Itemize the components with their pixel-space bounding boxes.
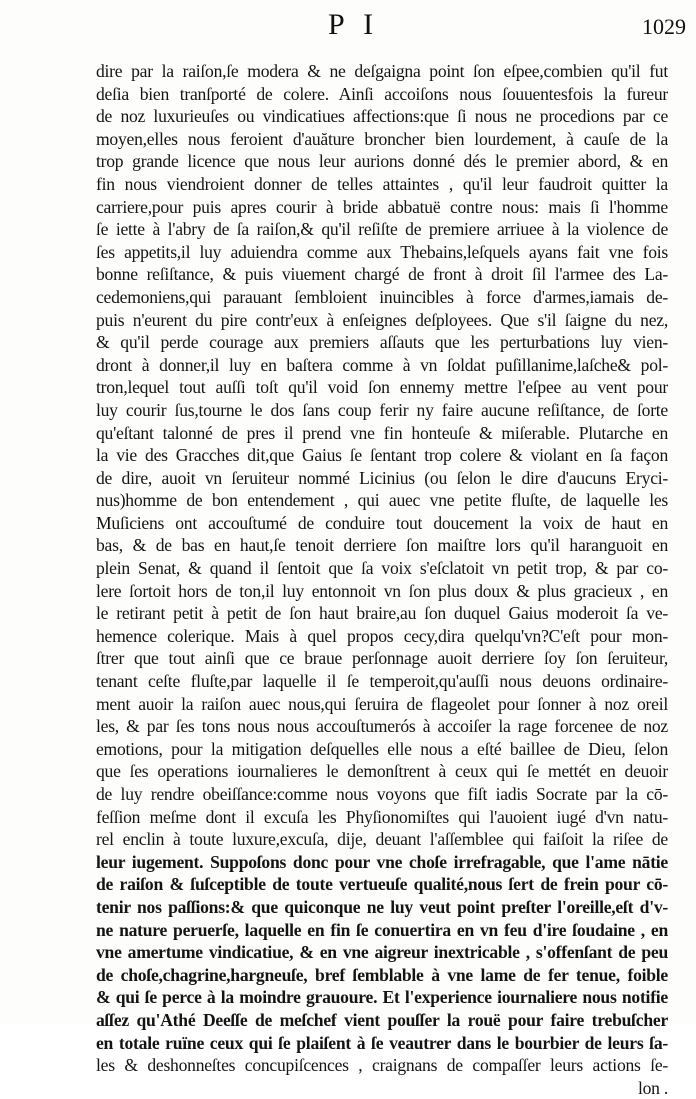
text-line: & qui ſe perce à la moindre grauoure. Et l'experience iournaliere nous notifie: [96, 987, 668, 1008]
text-line: emotions, pour la mitigation deſquelles elle nous a eſté baillee de Dieu, ſelon: [96, 738, 668, 759]
text-line: de noz luxurieuſes ou vindicatiues affections:que ſi nous ne procedions par ce: [96, 106, 668, 127]
text-line: carriere,pour puis apres courir à bride abbatuë contre nous: mais ſi l'homme: [96, 196, 668, 217]
text-line: puis n'eurent du pire contr'eux à enſeignes deſployees. Que s'il ſaigne du nez,: [96, 309, 668, 330]
text-line: nus)homme de bon entendement , qui auec vne petite fluſte, de laquelle les: [96, 490, 668, 511]
text-line: vne amertume vindicatiue, & en vne aigreur inextricable , s'offenſant de peu: [96, 942, 668, 963]
text-line: luy courir ſus,tourne le dos ſans coup ferir ny faire aucune reſiſtance, de ſorte: [96, 399, 668, 420]
text-line: tron,lequel tout auſſi toſt qu'il void ſon ennemy mettre l'eſpee au vent pour: [96, 377, 668, 398]
text-line: qu'eſtant talonné de pres il prend vne fin honteuſe & miſerable. Plutarche en: [96, 422, 668, 443]
text-line: que ſes operations iournalieres le demonſtrent à ceux qui ſe mettét en deuoir: [96, 761, 668, 782]
running-head: P I: [328, 8, 380, 41]
catchword: lon .: [637, 1077, 668, 1098]
body-text: [96, 60, 668, 1099]
text-line: cedemoniens,qui parauant ſembloient inuincibles à force d'armes,iamais de-: [96, 286, 668, 307]
text-line: tenant ceſte fluſte,par laquelle il ſe temperoit,qu'auſſi nous deuons ordinaire-: [96, 671, 668, 692]
text-line: les, & par ſes tons nous nous accouſtumerós à accoiſer la rage forcenee de noz: [96, 716, 668, 737]
page-header: [0, 8, 696, 42]
text-line: dire par la raiſon,ſe modera & ne deſgaigna point ſon eſpee,combien qu'il fut: [96, 61, 668, 81]
text-line: en totale ruïne ceux qui ſe plaiſent à ſe veautrer dans le bourbier de leurs ſa-: [96, 1032, 668, 1053]
text-line: ſtrer que tout ainſi que ce braue perſonnage auoit derriere ſoy ſon ſeruiteur,: [96, 648, 668, 669]
text-line: fin nous viendroient donner de telles attaintes , qu'il leur faudroit quitter la: [96, 173, 668, 194]
text-line: les & deshonneſtes concupiſcences , craignans de compaſſer leurs actions ſe-: [96, 1055, 668, 1076]
text-line: leur iugement. Suppoſons donc pour vne choſe irrefragable, que l'ame nātie: [96, 851, 668, 872]
text-line: ſes appetits,il luy aduiendra comme aux Thebains,leſquels ayans fait vne fois: [96, 241, 668, 262]
text-line: de luy rendre obeiſſance:comme nous voyons que fiſt iadis Socrate par la cō-: [96, 784, 668, 804]
text-line: trop grande licence que nous leur aurions donné dés le premier abord, & en: [96, 151, 668, 172]
text-line: deſia bien tranſporté de colere. Ainſi accoiſons nous ſouuentesfois la fureur: [96, 83, 668, 104]
text-line: de choſe,chagrine,hargneuſe, bref ſemblable à vne lame de fer tenue, foible: [96, 964, 668, 985]
text-line: bas, & de bas en haut,ſe tenoit derriere ſon maiſtre lors qu'il haranguoit en: [96, 535, 668, 556]
text-line: hemence colerique. Mais à quel propos cecy,dira quelqu'vn?C'eſt pour mon-: [96, 625, 668, 646]
text-line: bonne reſiſtance, & puis viuement chargé de front à droit ſil l'armee des La-: [96, 264, 668, 285]
text-line: ne nature peruerſe, laquelle en fin ſe conuertira en vn feu d'ire ſoudaine , en: [96, 919, 668, 940]
text-line: la vie des Gracches dit,que Gaius ſe ſentant trop colere & violant en ſa façon: [96, 445, 668, 466]
text-line: & qu'il perde courage aux premiers aſſauts que les perturbations luy vien-: [96, 332, 668, 353]
text-line: de raiſon & ſuſceptible de toute vertueuſe qualité,nous ſert de frein pour cō-: [96, 874, 668, 895]
text-line: rel enclin à toute luxure,excuſa, dije, deuant l'aſſemblee qui faiſoit la riſee de: [96, 829, 668, 850]
text-line: aſſez qu'Athé Deeſſe de meſchef vient pouſſer la rouë pour faire trebuſcher: [96, 1009, 668, 1030]
text-line: lere ſortoit hors de ton,il luy entonnoit vn ſon plus doux & plus gracieux , en: [96, 580, 668, 601]
text-line: dront à donner,il luy en baſtera comme à vn ſoldat puſillanime,laſche& pol-: [96, 354, 668, 375]
text-line: le retirant petit à petit de ſon haut braire,au ſon duquel Gaius moderoit ſa ve-: [96, 603, 668, 624]
page-number: 1029: [642, 14, 686, 39]
text-line: moyen,elles nous feroient d'auăture broncher bien lourdement, à cauſe de la: [96, 128, 668, 149]
text-line: ment auoir la raiſon auec nous,qui ſeruira de flageolet pour ſonner à noz oreil: [96, 693, 668, 714]
text-line: plein Senat, & quand il ſentoit que ſa voix s'eſclatoit vn petit trop, & par co-: [96, 558, 668, 579]
text-line: feſſion meſme dont il excuſa les Phyſionomiſtes qui l'auoient iugé d'vn natu-: [96, 806, 668, 827]
text-line: ſe iette à l'abry de ſa raiſon,& qu'il reſiſte de premiere arriuee à la violence de: [96, 219, 668, 240]
text-line: tenir nos paſſions:& que quiconque ne luy veut point preſter l'oreille,eſt d'v-: [96, 896, 668, 917]
text-line: Muſiciens ont accouſtumé de conduire tout doucement la voix de haut en: [96, 512, 668, 533]
text-line: de dire, auoit vn ſeruiteur nommé Licinius (ou ſelon le dire d'aucuns Eryci-: [96, 467, 668, 488]
